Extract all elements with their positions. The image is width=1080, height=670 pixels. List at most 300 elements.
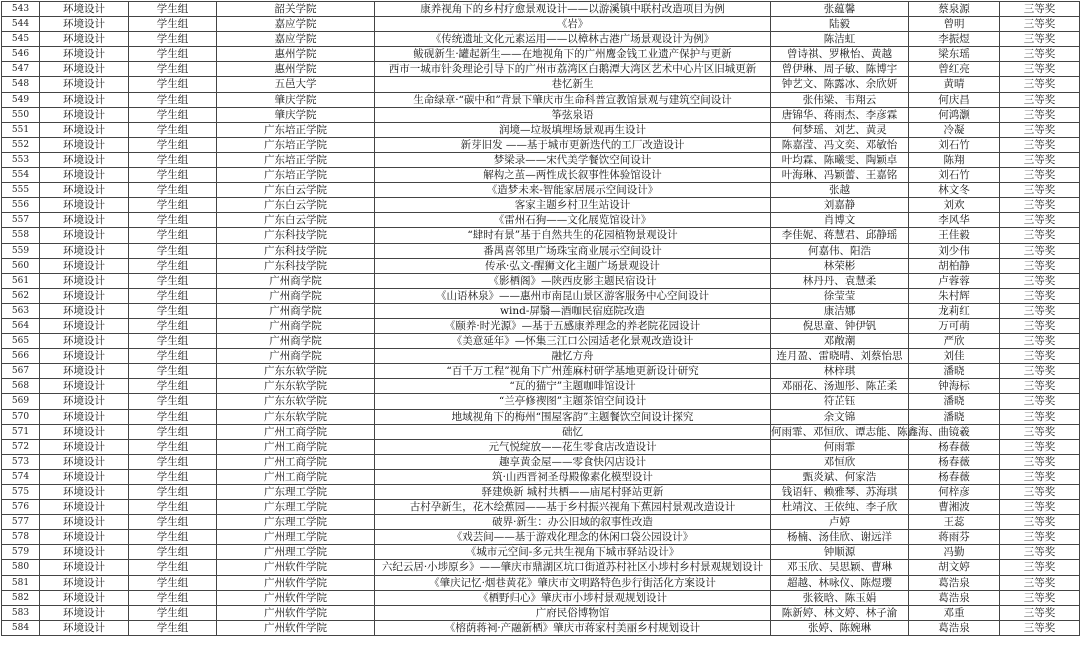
school-cell: 广东白云学院 bbox=[217, 183, 375, 198]
award-level-cell: 三等奖 bbox=[1000, 258, 1080, 273]
category-cell: 环境设计 bbox=[40, 168, 129, 183]
authors-cell: 倪思童、钟伊钒 bbox=[771, 318, 909, 333]
group-cell: 学生组 bbox=[129, 590, 217, 605]
school-cell: 广州软件学院 bbox=[217, 575, 375, 590]
advisor-cell: 潘晓 bbox=[909, 409, 1000, 424]
advisor-cell: 刘石竹 bbox=[909, 168, 1000, 183]
authors-cell: 钟艺文、陈露冰、余欣妍 bbox=[771, 77, 909, 92]
group-cell: 学生组 bbox=[129, 620, 217, 635]
group-cell: 学生组 bbox=[129, 198, 217, 213]
table-row bbox=[2, 560, 1080, 575]
award-level-cell: 三等奖 bbox=[1000, 349, 1080, 364]
group-cell: 学生组 bbox=[129, 92, 217, 107]
row-number-cell: 551 bbox=[2, 122, 40, 137]
work-title-cell: wind-屏翳—酒咖民宿庭院改造 bbox=[375, 303, 771, 318]
award-level-cell: 三等奖 bbox=[1000, 545, 1080, 560]
advisor-cell: 卢蓉蓉 bbox=[909, 273, 1000, 288]
school-cell: 广东东软学院 bbox=[217, 394, 375, 409]
row-number-cell: 563 bbox=[2, 303, 40, 318]
school-cell: 肇庆学院 bbox=[217, 92, 375, 107]
row-number-cell: 558 bbox=[2, 228, 40, 243]
category-cell: 环境设计 bbox=[40, 364, 129, 379]
row-number-cell: 557 bbox=[2, 213, 40, 228]
work-title-cell: 融忆方舟 bbox=[375, 349, 771, 364]
school-cell: 广州工商学院 bbox=[217, 454, 375, 469]
work-title-cell: 西市一城市针灸理论引导下的广州市荔湾区白鹅潭大湾区艺术中心片区旧城更新 bbox=[375, 62, 771, 77]
table-row bbox=[2, 515, 1080, 530]
advisor-cell: 葛浩泉 bbox=[909, 575, 1000, 590]
group-cell: 学生组 bbox=[129, 2, 217, 17]
work-title-cell: 地域视角下的梅州“围屋客韵”主题餐饮空间设计探究 bbox=[375, 409, 771, 424]
row-number-cell: 574 bbox=[2, 469, 40, 484]
award-level-cell: 三等奖 bbox=[1000, 379, 1080, 394]
table-row bbox=[2, 152, 1080, 167]
authors-cell: 张越 bbox=[771, 183, 909, 198]
row-number-cell: 555 bbox=[2, 183, 40, 198]
school-cell: 广州软件学院 bbox=[217, 605, 375, 620]
authors-cell: 徐莹莹 bbox=[771, 288, 909, 303]
award-level-cell: 三等奖 bbox=[1000, 590, 1080, 605]
category-cell: 环境设计 bbox=[40, 2, 129, 17]
authors-cell: 超越、林咏仪、陈煜璎 bbox=[771, 575, 909, 590]
work-title-cell: 番禺喜邻里广场珠宝商业展示空间设计 bbox=[375, 243, 771, 258]
table-row bbox=[2, 500, 1080, 515]
group-cell: 学生组 bbox=[129, 17, 217, 32]
authors-cell: 连月盈、雷晓晴、刘蔡怡思 bbox=[771, 349, 909, 364]
table-row bbox=[2, 32, 1080, 47]
work-title-cell: 鲅砚新生·罐起新生——在地视角下的广州鹰金钱工业遗产保护与更新 bbox=[375, 47, 771, 62]
row-number-cell: 553 bbox=[2, 152, 40, 167]
work-title-cell: 驿建焕新 城村共栖——庙尾村驿站更新 bbox=[375, 485, 771, 500]
advisor-cell: 葛浩泉 bbox=[909, 590, 1000, 605]
category-cell: 环境设计 bbox=[40, 620, 129, 635]
group-cell: 学生组 bbox=[129, 424, 217, 439]
school-cell: 嘉应学院 bbox=[217, 32, 375, 47]
work-title-cell: 筑·山西晋祠圣母殿像素化模型设计 bbox=[375, 469, 771, 484]
row-number-cell: 573 bbox=[2, 454, 40, 469]
school-cell: 广东理工学院 bbox=[217, 485, 375, 500]
award-level-cell: 三等奖 bbox=[1000, 364, 1080, 379]
school-cell: 广东理工学院 bbox=[217, 515, 375, 530]
group-cell: 学生组 bbox=[129, 485, 217, 500]
category-cell: 环境设计 bbox=[40, 530, 129, 545]
advisor-cell: 何梓彦 bbox=[909, 485, 1000, 500]
table-row bbox=[2, 394, 1080, 409]
work-title-cell: 破界·新生：办公旧域的叙事性改造 bbox=[375, 515, 771, 530]
work-title-cell: “瓦的猫宁”主题咖啡馆设计 bbox=[375, 379, 771, 394]
authors-cell: 康洁娜 bbox=[771, 303, 909, 318]
row-number-cell: 568 bbox=[2, 379, 40, 394]
group-cell: 学生组 bbox=[129, 122, 217, 137]
table-row bbox=[2, 334, 1080, 349]
category-cell: 环境设计 bbox=[40, 590, 129, 605]
table-row bbox=[2, 17, 1080, 32]
authors-cell: 钱语轩、赖雅琴、苏海琪 bbox=[771, 485, 909, 500]
table-row bbox=[2, 318, 1080, 333]
school-cell: 惠州学院 bbox=[217, 47, 375, 62]
row-number-cell: 544 bbox=[2, 17, 40, 32]
award-level-cell: 三等奖 bbox=[1000, 107, 1080, 122]
advisor-cell: 胡文婷 bbox=[909, 560, 1000, 575]
category-cell: 环境设计 bbox=[40, 485, 129, 500]
work-title-cell: “肆时有景”基于自然共生的花园植物景观设计 bbox=[375, 228, 771, 243]
award-level-cell: 三等奖 bbox=[1000, 500, 1080, 515]
category-cell: 环境设计 bbox=[40, 107, 129, 122]
row-number-cell: 556 bbox=[2, 198, 40, 213]
work-title-cell: 《美意延年》—怀集三江口公园适老化景观改造设计 bbox=[375, 334, 771, 349]
group-cell: 学生组 bbox=[129, 32, 217, 47]
row-number-cell: 560 bbox=[2, 258, 40, 273]
award-table-body bbox=[2, 2, 1080, 636]
row-number-cell: 580 bbox=[2, 560, 40, 575]
group-cell: 学生组 bbox=[129, 515, 217, 530]
authors-cell: 曾伊琳、周子敏、陈博宇 bbox=[771, 62, 909, 77]
school-cell: 广州商学院 bbox=[217, 303, 375, 318]
row-number-cell: 567 bbox=[2, 364, 40, 379]
group-cell: 学生组 bbox=[129, 273, 217, 288]
category-cell: 环境设计 bbox=[40, 243, 129, 258]
category-cell: 环境设计 bbox=[40, 122, 129, 137]
school-cell: 五邑大学 bbox=[217, 77, 375, 92]
row-number-cell: 562 bbox=[2, 288, 40, 303]
group-cell: 学生组 bbox=[129, 303, 217, 318]
table-row bbox=[2, 47, 1080, 62]
advisor-cell: 陈翔 bbox=[909, 152, 1000, 167]
table-row bbox=[2, 243, 1080, 258]
authors-cell: 叶海琳、冯颖蕾、王嘉铭 bbox=[771, 168, 909, 183]
advisor-cell: 朱村辉 bbox=[909, 288, 1000, 303]
category-cell: 环境设计 bbox=[40, 183, 129, 198]
authors-cell: 林梓琪 bbox=[771, 364, 909, 379]
group-cell: 学生组 bbox=[129, 288, 217, 303]
category-cell: 环境设计 bbox=[40, 454, 129, 469]
group-cell: 学生组 bbox=[129, 500, 217, 515]
row-number-cell: 566 bbox=[2, 349, 40, 364]
authors-cell: 陈嘉滢、冯文奕、邓敏怡 bbox=[771, 137, 909, 152]
authors-cell: 叶均霖、陈曦雯、陶颖卓 bbox=[771, 152, 909, 167]
advisor-cell: 林文冬 bbox=[909, 183, 1000, 198]
advisor-cell: 冷凝 bbox=[909, 122, 1000, 137]
table-row bbox=[2, 107, 1080, 122]
school-cell: 广州软件学院 bbox=[217, 560, 375, 575]
row-number-cell: 559 bbox=[2, 243, 40, 258]
row-number-cell: 571 bbox=[2, 424, 40, 439]
category-cell: 环境设计 bbox=[40, 515, 129, 530]
work-title-cell: 梦梁录——宋代美学餐饮空间设计 bbox=[375, 152, 771, 167]
advisor-cell: 李风华 bbox=[909, 213, 1000, 228]
table-row bbox=[2, 439, 1080, 454]
advisor-cell: 刘欢 bbox=[909, 198, 1000, 213]
category-cell: 环境设计 bbox=[40, 545, 129, 560]
award-level-cell: 三等奖 bbox=[1000, 168, 1080, 183]
category-cell: 环境设计 bbox=[40, 334, 129, 349]
award-level-cell: 三等奖 bbox=[1000, 560, 1080, 575]
award-level-cell: 三等奖 bbox=[1000, 439, 1080, 454]
table-row bbox=[2, 137, 1080, 152]
category-cell: 环境设计 bbox=[40, 560, 129, 575]
category-cell: 环境设计 bbox=[40, 469, 129, 484]
work-title-cell: 古村孕新生，花木绘蕉园——基于乡村振兴视角下蕉园村景观改造设计 bbox=[375, 500, 771, 515]
school-cell: 广东培正学院 bbox=[217, 152, 375, 167]
row-number-cell: 543 bbox=[2, 2, 40, 17]
table-row bbox=[2, 620, 1080, 635]
advisor-cell: 何庆昌 bbox=[909, 92, 1000, 107]
category-cell: 环境设计 bbox=[40, 152, 129, 167]
work-title-cell: 《造梦未来-智能家居展示空间设计》 bbox=[375, 183, 771, 198]
work-title-cell: 康养视角下的乡村疗愈景观设计——以游溪镇中联村改造项目为例 bbox=[375, 2, 771, 17]
advisor-cell: 蒋雨芬 bbox=[909, 530, 1000, 545]
category-cell: 环境设计 bbox=[40, 213, 129, 228]
group-cell: 学生组 bbox=[129, 454, 217, 469]
row-number-cell: 583 bbox=[2, 605, 40, 620]
advisor-cell: 邓重 bbox=[909, 605, 1000, 620]
school-cell: 广东东软学院 bbox=[217, 379, 375, 394]
work-title-cell: 筝弦泉语 bbox=[375, 107, 771, 122]
school-cell: 广东东软学院 bbox=[217, 409, 375, 424]
award-level-cell: 三等奖 bbox=[1000, 152, 1080, 167]
school-cell: 广州理工学院 bbox=[217, 530, 375, 545]
table-row bbox=[2, 228, 1080, 243]
authors-cell: 钟顺源 bbox=[771, 545, 909, 560]
category-cell: 环境设计 bbox=[40, 349, 129, 364]
category-cell: 环境设计 bbox=[40, 318, 129, 333]
award-level-cell: 三等奖 bbox=[1000, 303, 1080, 318]
authors-cell: 何雨霏 bbox=[771, 439, 909, 454]
table-row bbox=[2, 168, 1080, 183]
row-number-cell: 565 bbox=[2, 334, 40, 349]
group-cell: 学生组 bbox=[129, 107, 217, 122]
award-level-cell: 三等奖 bbox=[1000, 2, 1080, 17]
group-cell: 学生组 bbox=[129, 379, 217, 394]
advisor-cell: 刘佳 bbox=[909, 349, 1000, 364]
category-cell: 环境设计 bbox=[40, 17, 129, 32]
work-title-cell: 元气悦绽放——花生零食店改造设计 bbox=[375, 439, 771, 454]
work-title-cell: “百千万工程”视角下广州莲麻村研学基地更新设计研究 bbox=[375, 364, 771, 379]
authors-cell: 林丹丹、袁慧柔 bbox=[771, 273, 909, 288]
award-level-cell: 三等奖 bbox=[1000, 17, 1080, 32]
authors-cell: 肖博文 bbox=[771, 213, 909, 228]
authors-cell: 余文锦 bbox=[771, 409, 909, 424]
award-level-cell: 三等奖 bbox=[1000, 288, 1080, 303]
table-row bbox=[2, 575, 1080, 590]
group-cell: 学生组 bbox=[129, 318, 217, 333]
row-number-cell: 569 bbox=[2, 394, 40, 409]
award-level-cell: 三等奖 bbox=[1000, 62, 1080, 77]
advisor-cell: 王佳毅 bbox=[909, 228, 1000, 243]
group-cell: 学生组 bbox=[129, 137, 217, 152]
authors-cell: 符芷钰 bbox=[771, 394, 909, 409]
work-title-cell: 六纪云居·小埗原乡》——肇庆市鼎湖区坑口街道苏村社区小埗村乡村景观规划设计 bbox=[375, 560, 771, 575]
work-title-cell: 新芽旧发 ——基于城市更新迭代的工厂改造设计 bbox=[375, 137, 771, 152]
table-row bbox=[2, 122, 1080, 137]
school-cell: 广州工商学院 bbox=[217, 469, 375, 484]
category-cell: 环境设计 bbox=[40, 605, 129, 620]
group-cell: 学生组 bbox=[129, 168, 217, 183]
category-cell: 环境设计 bbox=[40, 409, 129, 424]
work-title-cell: 《榕荫蒋祠·产融新栖》肇庆市蒋家村美丽乡村规划设计 bbox=[375, 620, 771, 635]
row-number-cell: 548 bbox=[2, 77, 40, 92]
category-cell: 环境设计 bbox=[40, 32, 129, 47]
school-cell: 广州商学院 bbox=[217, 318, 375, 333]
work-title-cell: 客家主题乡村卫生站设计 bbox=[375, 198, 771, 213]
advisor-cell: 梁东瑶 bbox=[909, 47, 1000, 62]
school-cell: 广州软件学院 bbox=[217, 590, 375, 605]
award-level-cell: 三等奖 bbox=[1000, 424, 1080, 439]
award-level-cell: 三等奖 bbox=[1000, 243, 1080, 258]
award-level-cell: 三等奖 bbox=[1000, 92, 1080, 107]
group-cell: 学生组 bbox=[129, 152, 217, 167]
authors-cell: 邓恒欣 bbox=[771, 454, 909, 469]
work-title-cell: 巷忆新生 bbox=[375, 77, 771, 92]
table-row bbox=[2, 545, 1080, 560]
row-number-cell: 578 bbox=[2, 530, 40, 545]
authors-cell: 杨楠、汤佳欣、谢远洋 bbox=[771, 530, 909, 545]
category-cell: 环境设计 bbox=[40, 47, 129, 62]
table-row bbox=[2, 288, 1080, 303]
category-cell: 环境设计 bbox=[40, 379, 129, 394]
school-cell: 嘉应学院 bbox=[217, 17, 375, 32]
authors-cell: 何梦瑶、刘艺、黄灵 bbox=[771, 122, 909, 137]
work-title-cell: 《戏芸间——基于游戏化理念的休闲口袋公园设计》 bbox=[375, 530, 771, 545]
school-cell: 广州理工学院 bbox=[217, 545, 375, 560]
table-row bbox=[2, 485, 1080, 500]
authors-cell: 邓敞潮 bbox=[771, 334, 909, 349]
row-number-cell: 547 bbox=[2, 62, 40, 77]
award-level-cell: 三等奖 bbox=[1000, 454, 1080, 469]
award-level-cell: 三等奖 bbox=[1000, 47, 1080, 62]
table-row bbox=[2, 213, 1080, 228]
authors-cell: 唐锦华、蒋雨杰、李彦霖 bbox=[771, 107, 909, 122]
school-cell: 广东培正学院 bbox=[217, 122, 375, 137]
row-number-cell: 549 bbox=[2, 92, 40, 107]
work-title-cell: 《影栖阁》—陕西皮影主题民宿设计 bbox=[375, 273, 771, 288]
row-number-cell: 577 bbox=[2, 515, 40, 530]
advisor-cell: 王蕊 bbox=[909, 515, 1000, 530]
group-cell: 学生组 bbox=[129, 575, 217, 590]
award-list-sheet bbox=[0, 1, 1080, 670]
group-cell: 学生组 bbox=[129, 364, 217, 379]
table-row bbox=[2, 183, 1080, 198]
award-level-cell: 三等奖 bbox=[1000, 515, 1080, 530]
work-title-cell: 《岩》 bbox=[375, 17, 771, 32]
authors-cell: 甄炎斌、何家浩 bbox=[771, 469, 909, 484]
advisor-cell: 胡柏静 bbox=[909, 258, 1000, 273]
work-title-cell: 润境—垃圾填埋场景观再生设计 bbox=[375, 122, 771, 137]
award-level-cell: 三等奖 bbox=[1000, 394, 1080, 409]
row-number-cell: 570 bbox=[2, 409, 40, 424]
school-cell: 广东科技学院 bbox=[217, 258, 375, 273]
award-level-cell: 三等奖 bbox=[1000, 213, 1080, 228]
work-title-cell: 趣享黄金屋——零食快闪店设计 bbox=[375, 454, 771, 469]
category-cell: 环境设计 bbox=[40, 288, 129, 303]
advisor-cell: 刘少伟 bbox=[909, 243, 1000, 258]
table-row bbox=[2, 424, 1080, 439]
award-level-cell: 三等奖 bbox=[1000, 409, 1080, 424]
advisor-cell: 潘晓 bbox=[909, 364, 1000, 379]
school-cell: 广州商学院 bbox=[217, 288, 375, 303]
award-level-cell: 三等奖 bbox=[1000, 620, 1080, 635]
advisor-cell: 冯勤 bbox=[909, 545, 1000, 560]
school-cell: 广州商学院 bbox=[217, 349, 375, 364]
group-cell: 学生组 bbox=[129, 530, 217, 545]
school-cell: 广州商学院 bbox=[217, 273, 375, 288]
authors-cell: 李佳妮、蒋慧君、邱静瑶 bbox=[771, 228, 909, 243]
advisor-cell: 刘石竹 bbox=[909, 137, 1000, 152]
advisor-cell: 严欣 bbox=[909, 334, 1000, 349]
group-cell: 学生组 bbox=[129, 394, 217, 409]
row-number-cell: 572 bbox=[2, 439, 40, 454]
category-cell: 环境设计 bbox=[40, 77, 129, 92]
category-cell: 环境设计 bbox=[40, 575, 129, 590]
school-cell: 广州软件学院 bbox=[217, 620, 375, 635]
authors-cell: 曾诗祺、罗楸怡、黄越 bbox=[771, 47, 909, 62]
table-row bbox=[2, 77, 1080, 92]
advisor-cell: 杨春薇 bbox=[909, 454, 1000, 469]
award-level-cell: 三等奖 bbox=[1000, 32, 1080, 47]
group-cell: 学生组 bbox=[129, 62, 217, 77]
row-number-cell: 576 bbox=[2, 500, 40, 515]
table-row bbox=[2, 590, 1080, 605]
work-title-cell: 生命绿章·“碳中和”背景下肇庆市生命科普宣教馆景观与建筑空间设计 bbox=[375, 92, 771, 107]
row-number-cell: 575 bbox=[2, 485, 40, 500]
award-level-cell: 三等奖 bbox=[1000, 228, 1080, 243]
advisor-cell: 万可萌 bbox=[909, 318, 1000, 333]
category-cell: 环境设计 bbox=[40, 424, 129, 439]
table-row bbox=[2, 469, 1080, 484]
school-cell: 广东科技学院 bbox=[217, 243, 375, 258]
advisor-cell: 蔡泉源 bbox=[909, 2, 1000, 17]
table-row bbox=[2, 364, 1080, 379]
table-row bbox=[2, 379, 1080, 394]
group-cell: 学生组 bbox=[129, 409, 217, 424]
table-row bbox=[2, 62, 1080, 77]
work-title-cell: 《传统遗址文化元素运用——以樟林古港广场景观设计为例》 bbox=[375, 32, 771, 47]
authors-cell: 何嘉伟、阳浩 bbox=[771, 243, 909, 258]
school-cell: 广东培正学院 bbox=[217, 168, 375, 183]
advisor-cell: 潘晓 bbox=[909, 394, 1000, 409]
authors-cell: 何雨霏、邓恒欣、谭志能、陈鑫海、 bbox=[771, 425, 939, 438]
group-cell: 学生组 bbox=[129, 183, 217, 198]
award-level-cell: 三等奖 bbox=[1000, 530, 1080, 545]
category-cell: 环境设计 bbox=[40, 394, 129, 409]
work-title-cell: 《山语林泉》——惠州市南昆山景区游客服务中心空间设计 bbox=[375, 288, 771, 303]
group-cell: 学生组 bbox=[129, 349, 217, 364]
work-title-cell: 《城市元空间-多元共生视角下城市驿站设计》 bbox=[375, 545, 771, 560]
group-cell: 学生组 bbox=[129, 47, 217, 62]
table-row bbox=[2, 198, 1080, 213]
table-row bbox=[2, 92, 1080, 107]
group-cell: 学生组 bbox=[129, 243, 217, 258]
authors-cell: 邓丽花、汤迦彤、陈芷柔 bbox=[771, 379, 909, 394]
award-level-cell: 三等奖 bbox=[1000, 77, 1080, 92]
award-table bbox=[1, 1, 1080, 636]
group-cell: 学生组 bbox=[129, 605, 217, 620]
table-row bbox=[2, 273, 1080, 288]
advisor-cell: 李振煜 bbox=[909, 32, 1000, 47]
advisor-cell: 葛浩泉 bbox=[909, 620, 1000, 635]
authors-cell: 张伟梁、韦翔云 bbox=[771, 92, 909, 107]
school-cell: 惠州学院 bbox=[217, 62, 375, 77]
group-cell: 学生组 bbox=[129, 469, 217, 484]
table-row bbox=[2, 530, 1080, 545]
authors-cell: 杜靖汶、王依纯、李子欣 bbox=[771, 500, 909, 515]
work-title-cell: 广府民俗博物馆 bbox=[375, 605, 771, 620]
table-row bbox=[2, 605, 1080, 620]
table-row bbox=[2, 409, 1080, 424]
work-title-cell: 《雷州石狗——文化展览馆设计》 bbox=[375, 213, 771, 228]
authors-cell: 张蕴馨 bbox=[771, 2, 909, 17]
advisor-cell: 曲镜羲 bbox=[909, 424, 1000, 439]
